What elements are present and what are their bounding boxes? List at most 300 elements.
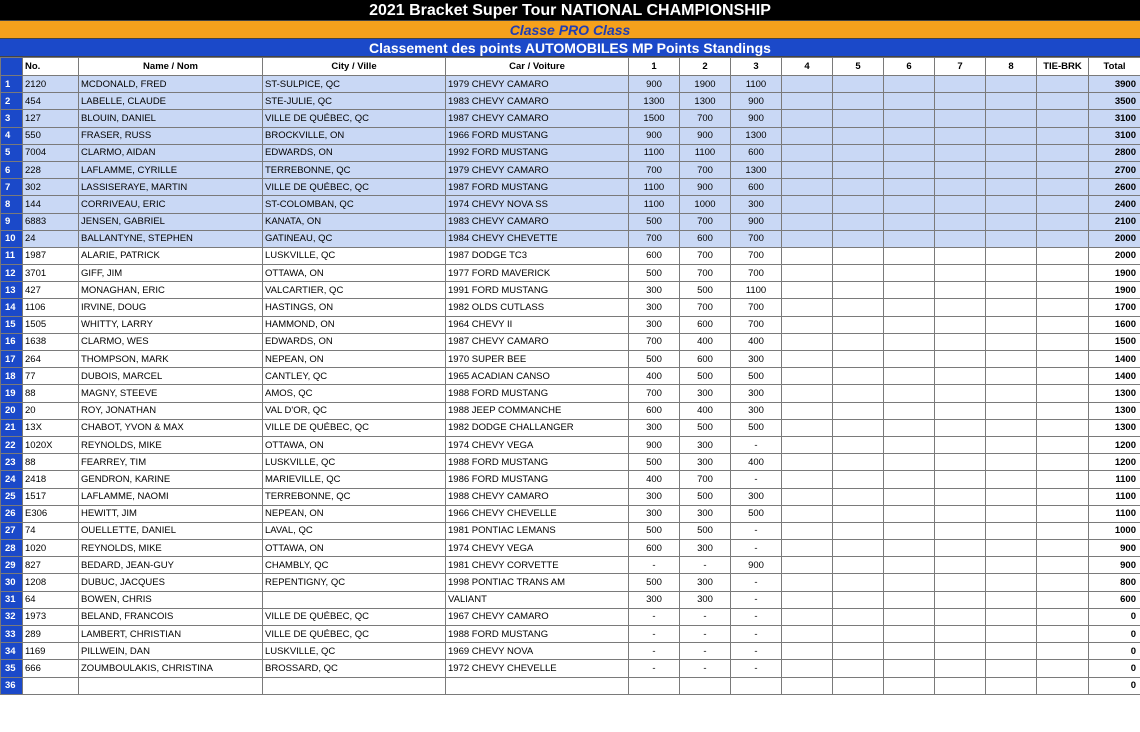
race-3-points-cell: - [731,626,782,643]
position-cell: 17 [1,351,23,368]
race-6-points-cell [884,402,935,419]
car-cell: 1988 FORD MUSTANG [446,385,629,402]
driver-name-cell: LAMBERT, CHRISTIAN [79,626,263,643]
driver-name-cell: DUBUC, JACQUES [79,574,263,591]
race-1-points-cell: 500 [629,522,680,539]
championship-title: 2021 Bracket Super Tour NATIONAL CHAMPIONSHIP [0,0,1140,21]
position-cell: 21 [1,419,23,436]
race-6-points-cell [884,626,935,643]
race-2-points-cell: 400 [680,333,731,350]
race-1-points-cell: 300 [629,505,680,522]
tie-break-cell [1037,368,1089,385]
total-points-cell: 800 [1089,574,1140,591]
race-1-points-cell: 900 [629,436,680,453]
race-3-points-cell: 300 [731,351,782,368]
driver-name-cell [79,677,263,694]
car-number-cell: 20 [23,402,79,419]
city-cell [263,591,446,608]
race-1-points-cell: 500 [629,454,680,471]
total-points-cell: 3100 [1089,127,1140,144]
driver-name-cell: GENDRON, KARINE [79,471,263,488]
tie-break-cell [1037,299,1089,316]
total-points-cell: 0 [1089,660,1140,677]
race-4-points-cell [782,299,833,316]
total-points-cell: 3900 [1089,76,1140,93]
col-header-race-7: 7 [935,58,986,76]
race-7-points-cell [935,471,986,488]
race-8-points-cell [986,402,1037,419]
driver-name-cell: LASSISERAYE, MARTIN [79,179,263,196]
race-5-points-cell [833,608,884,625]
car-cell: 1982 OLDS CUTLASS [446,299,629,316]
race-3-points-cell: 700 [731,299,782,316]
driver-name-cell: MAGNY, STEEVE [79,385,263,402]
table-row [1,333,1140,350]
race-1-points-cell [629,677,680,694]
position-cell: 11 [1,247,23,264]
race-3-points-cell: 1300 [731,161,782,178]
car-cell: 1974 CHEVY VEGA [446,540,629,557]
race-5-points-cell [833,454,884,471]
race-4-points-cell [782,230,833,247]
race-3-points-cell: 700 [731,316,782,333]
car-cell: 1983 CHEVY CAMARO [446,213,629,230]
table-row [1,368,1140,385]
driver-name-cell: LAFLAMME, NAOMI [79,488,263,505]
race-5-points-cell [833,316,884,333]
tie-break-cell [1037,677,1089,694]
tie-break-cell [1037,488,1089,505]
race-6-points-cell [884,505,935,522]
race-7-points-cell [935,127,986,144]
race-1-points-cell: 300 [629,316,680,333]
race-5-points-cell [833,522,884,539]
race-6-points-cell [884,351,935,368]
race-3-points-cell [731,677,782,694]
table-row [1,76,1140,93]
race-7-points-cell [935,660,986,677]
race-4-points-cell [782,436,833,453]
race-3-points-cell: 300 [731,196,782,213]
class-label: Classe PRO Class [0,21,1140,39]
race-3-points-cell: 900 [731,213,782,230]
race-4-points-cell [782,557,833,574]
driver-name-cell: BEDARD, JEAN-GUY [79,557,263,574]
race-3-points-cell: - [731,643,782,660]
total-points-cell: 1100 [1089,488,1140,505]
position-cell: 35 [1,660,23,677]
tie-break-cell [1037,351,1089,368]
race-8-points-cell [986,76,1037,93]
race-8-points-cell [986,93,1037,110]
position-cell: 10 [1,230,23,247]
race-4-points-cell [782,179,833,196]
race-1-points-cell: 900 [629,127,680,144]
car-number-cell: 827 [23,557,79,574]
car-number-cell: 1208 [23,574,79,591]
car-cell: 1979 CHEVY CAMARO [446,161,629,178]
car-cell [446,677,629,694]
table-row [1,419,1140,436]
city-cell [263,677,446,694]
race-6-points-cell [884,591,935,608]
tie-break-cell [1037,660,1089,677]
tie-break-cell [1037,179,1089,196]
table-row [1,196,1140,213]
race-6-points-cell [884,144,935,161]
race-4-points-cell [782,660,833,677]
race-6-points-cell [884,161,935,178]
race-6-points-cell [884,368,935,385]
city-cell: HAMMOND, ON [263,316,446,333]
car-number-cell: 13X [23,419,79,436]
tie-break-cell [1037,230,1089,247]
col-header-race-8: 8 [986,58,1037,76]
race-1-points-cell: 600 [629,247,680,264]
race-4-points-cell [782,540,833,557]
total-points-cell: 900 [1089,540,1140,557]
race-1-points-cell: 300 [629,488,680,505]
position-cell: 6 [1,161,23,178]
race-2-points-cell: 500 [680,419,731,436]
car-number-cell: 2120 [23,76,79,93]
race-4-points-cell [782,93,833,110]
race-7-points-cell [935,626,986,643]
race-3-points-cell: 600 [731,144,782,161]
table-row [1,316,1140,333]
table-row [1,591,1140,608]
car-number-cell [23,677,79,694]
car-cell: 1988 FORD MUSTANG [446,454,629,471]
race-5-points-cell [833,591,884,608]
race-6-points-cell [884,247,935,264]
race-4-points-cell [782,144,833,161]
race-4-points-cell [782,471,833,488]
race-2-points-cell: 300 [680,540,731,557]
race-4-points-cell [782,213,833,230]
col-header-race-6: 6 [884,58,935,76]
driver-name-cell: REYNOLDS, MIKE [79,436,263,453]
total-points-cell: 3100 [1089,110,1140,127]
race-8-points-cell [986,471,1037,488]
tie-break-cell [1037,282,1089,299]
car-cell: 1991 FORD MUSTANG [446,282,629,299]
car-cell: 1981 PONTIAC LEMANS [446,522,629,539]
position-cell: 28 [1,540,23,557]
race-6-points-cell [884,574,935,591]
race-6-points-cell [884,557,935,574]
car-cell: 1964 CHEVY II [446,316,629,333]
race-6-points-cell [884,282,935,299]
race-2-points-cell: 900 [680,179,731,196]
race-8-points-cell [986,540,1037,557]
total-points-cell: 1100 [1089,471,1140,488]
col-header-car: Car / Voiture [446,58,629,76]
race-2-points-cell: 500 [680,282,731,299]
race-5-points-cell [833,93,884,110]
race-2-points-cell: 300 [680,385,731,402]
city-cell: EDWARDS, ON [263,144,446,161]
race-6-points-cell [884,471,935,488]
race-6-points-cell [884,110,935,127]
race-5-points-cell [833,385,884,402]
race-5-points-cell [833,110,884,127]
race-7-points-cell [935,196,986,213]
race-5-points-cell [833,196,884,213]
tie-break-cell [1037,196,1089,213]
city-cell: VAL D'OR, QC [263,402,446,419]
car-cell: 1982 DODGE CHALLANGER [446,419,629,436]
driver-name-cell: ALARIE, PATRICK [79,247,263,264]
race-8-points-cell [986,488,1037,505]
car-number-cell: 127 [23,110,79,127]
table-row [1,127,1140,144]
race-2-points-cell: 1100 [680,144,731,161]
tie-break-cell [1037,505,1089,522]
race-5-points-cell [833,488,884,505]
race-8-points-cell [986,351,1037,368]
race-2-points-cell: 600 [680,230,731,247]
car-cell: 1970 SUPER BEE [446,351,629,368]
race-7-points-cell [935,213,986,230]
race-4-points-cell [782,316,833,333]
race-3-points-cell: - [731,591,782,608]
race-5-points-cell [833,351,884,368]
race-4-points-cell [782,454,833,471]
race-4-points-cell [782,110,833,127]
race-5-points-cell [833,677,884,694]
race-1-points-cell: 500 [629,265,680,282]
car-cell: 1965 ACADIAN CANSO [446,368,629,385]
car-cell: 1983 CHEVY CAMARO [446,93,629,110]
position-cell: 22 [1,436,23,453]
race-8-points-cell [986,660,1037,677]
race-7-points-cell [935,316,986,333]
position-cell: 13 [1,282,23,299]
position-cell: 14 [1,299,23,316]
race-2-points-cell: 500 [680,522,731,539]
car-cell: 1984 CHEVY CHEVETTE [446,230,629,247]
race-4-points-cell [782,76,833,93]
driver-name-cell: IRVINE, DOUG [79,299,263,316]
race-3-points-cell: 500 [731,419,782,436]
car-cell: 1972 CHEVY CHEVELLE [446,660,629,677]
race-6-points-cell [884,488,935,505]
car-cell: 1987 DODGE TC3 [446,247,629,264]
car-number-cell: 427 [23,282,79,299]
car-number-cell: 1169 [23,643,79,660]
col-header-tie-break: TIE-BRK [1037,58,1089,76]
position-cell: 32 [1,608,23,625]
race-4-points-cell [782,265,833,282]
position-cell: 36 [1,677,23,694]
race-7-points-cell [935,76,986,93]
driver-name-cell: WHITTY, LARRY [79,316,263,333]
race-8-points-cell [986,144,1037,161]
table-row [1,230,1140,247]
city-cell: MARIEVILLE, QC [263,471,446,488]
total-points-cell: 2100 [1089,213,1140,230]
race-7-points-cell [935,574,986,591]
race-6-points-cell [884,316,935,333]
race-1-points-cell: 400 [629,471,680,488]
race-2-points-cell: 700 [680,265,731,282]
race-5-points-cell [833,179,884,196]
race-1-points-cell: 1100 [629,196,680,213]
race-8-points-cell [986,161,1037,178]
col-header-total: Total [1089,58,1140,76]
position-cell: 24 [1,471,23,488]
race-6-points-cell [884,419,935,436]
tie-break-cell [1037,436,1089,453]
race-2-points-cell: 700 [680,471,731,488]
table-row [1,574,1140,591]
race-6-points-cell [884,608,935,625]
driver-name-cell: JENSEN, GABRIEL [79,213,263,230]
driver-name-cell: THOMPSON, MARK [79,351,263,368]
race-7-points-cell [935,282,986,299]
total-points-cell: 1200 [1089,454,1140,471]
car-cell: 1988 JEEP COMMANCHE [446,402,629,419]
race-1-points-cell: 1100 [629,179,680,196]
driver-name-cell: MCDONALD, FRED [79,76,263,93]
position-cell: 30 [1,574,23,591]
table-row [1,402,1140,419]
race-4-points-cell [782,643,833,660]
city-cell: BROCKVILLE, ON [263,127,446,144]
car-number-cell: E306 [23,505,79,522]
race-1-points-cell: 700 [629,385,680,402]
race-5-points-cell [833,213,884,230]
col-header-no: No. [23,58,79,76]
car-number-cell: 64 [23,591,79,608]
table-row [1,540,1140,557]
total-points-cell: 1400 [1089,368,1140,385]
position-cell: 19 [1,385,23,402]
race-8-points-cell [986,230,1037,247]
total-points-cell: 1900 [1089,265,1140,282]
car-number-cell: 1106 [23,299,79,316]
city-cell: LAVAL, QC [263,522,446,539]
race-1-points-cell: 300 [629,591,680,608]
race-3-points-cell: - [731,540,782,557]
race-7-points-cell [935,265,986,282]
total-points-cell: 3500 [1089,93,1140,110]
driver-name-cell: FRASER, RUSS [79,127,263,144]
car-cell: 1974 CHEVY VEGA [446,436,629,453]
table-row [1,626,1140,643]
race-5-points-cell [833,505,884,522]
race-4-points-cell [782,419,833,436]
city-cell: CANTLEY, QC [263,368,446,385]
car-number-cell: 289 [23,626,79,643]
race-4-points-cell [782,247,833,264]
position-cell: 5 [1,144,23,161]
race-2-points-cell: 300 [680,574,731,591]
tie-break-cell [1037,557,1089,574]
race-6-points-cell [884,265,935,282]
car-cell: 1967 CHEVY CAMARO [446,608,629,625]
city-cell: AMOS, QC [263,385,446,402]
city-cell: OTTAWA, ON [263,265,446,282]
total-points-cell: 1300 [1089,402,1140,419]
car-cell: VALIANT [446,591,629,608]
table-row [1,643,1140,660]
city-cell: VALCARTIER, QC [263,282,446,299]
race-2-points-cell: 300 [680,436,731,453]
total-points-cell: 2400 [1089,196,1140,213]
position-cell: 27 [1,522,23,539]
race-2-points-cell [680,677,731,694]
total-points-cell: 2800 [1089,144,1140,161]
race-6-points-cell [884,643,935,660]
city-cell: NEPEAN, ON [263,505,446,522]
race-5-points-cell [833,402,884,419]
total-points-cell: 0 [1089,608,1140,625]
race-4-points-cell [782,591,833,608]
race-5-points-cell [833,247,884,264]
driver-name-cell: DUBOIS, MARCEL [79,368,263,385]
race-8-points-cell [986,247,1037,264]
col-header-pos [1,58,23,76]
race-1-points-cell: - [629,626,680,643]
race-5-points-cell [833,643,884,660]
race-7-points-cell [935,368,986,385]
total-points-cell: 1300 [1089,419,1140,436]
position-cell: 26 [1,505,23,522]
city-cell: LUSKVILLE, QC [263,643,446,660]
city-cell: VILLE DE QUÉBEC, QC [263,626,446,643]
total-points-cell: 1700 [1089,299,1140,316]
table-row [1,179,1140,196]
race-3-points-cell: 1100 [731,282,782,299]
tie-break-cell [1037,213,1089,230]
race-7-points-cell [935,179,986,196]
position-cell: 18 [1,368,23,385]
car-number-cell: 302 [23,179,79,196]
race-8-points-cell [986,385,1037,402]
race-1-points-cell: 700 [629,161,680,178]
race-7-points-cell [935,643,986,660]
race-5-points-cell [833,557,884,574]
race-4-points-cell [782,161,833,178]
car-number-cell: 454 [23,93,79,110]
race-4-points-cell [782,402,833,419]
race-8-points-cell [986,643,1037,660]
race-6-points-cell [884,196,935,213]
race-2-points-cell: - [680,626,731,643]
race-8-points-cell [986,196,1037,213]
position-cell: 25 [1,488,23,505]
race-7-points-cell [935,419,986,436]
race-3-points-cell: - [731,436,782,453]
race-6-points-cell [884,179,935,196]
race-1-points-cell: 600 [629,540,680,557]
race-1-points-cell: - [629,608,680,625]
race-2-points-cell: 400 [680,402,731,419]
car-number-cell: 74 [23,522,79,539]
position-cell: 29 [1,557,23,574]
race-6-points-cell [884,76,935,93]
total-points-cell: 1100 [1089,505,1140,522]
race-8-points-cell [986,574,1037,591]
position-cell: 8 [1,196,23,213]
race-1-points-cell: 600 [629,402,680,419]
race-2-points-cell: 700 [680,213,731,230]
table-row [1,385,1140,402]
car-number-cell: 228 [23,161,79,178]
race-8-points-cell [986,436,1037,453]
